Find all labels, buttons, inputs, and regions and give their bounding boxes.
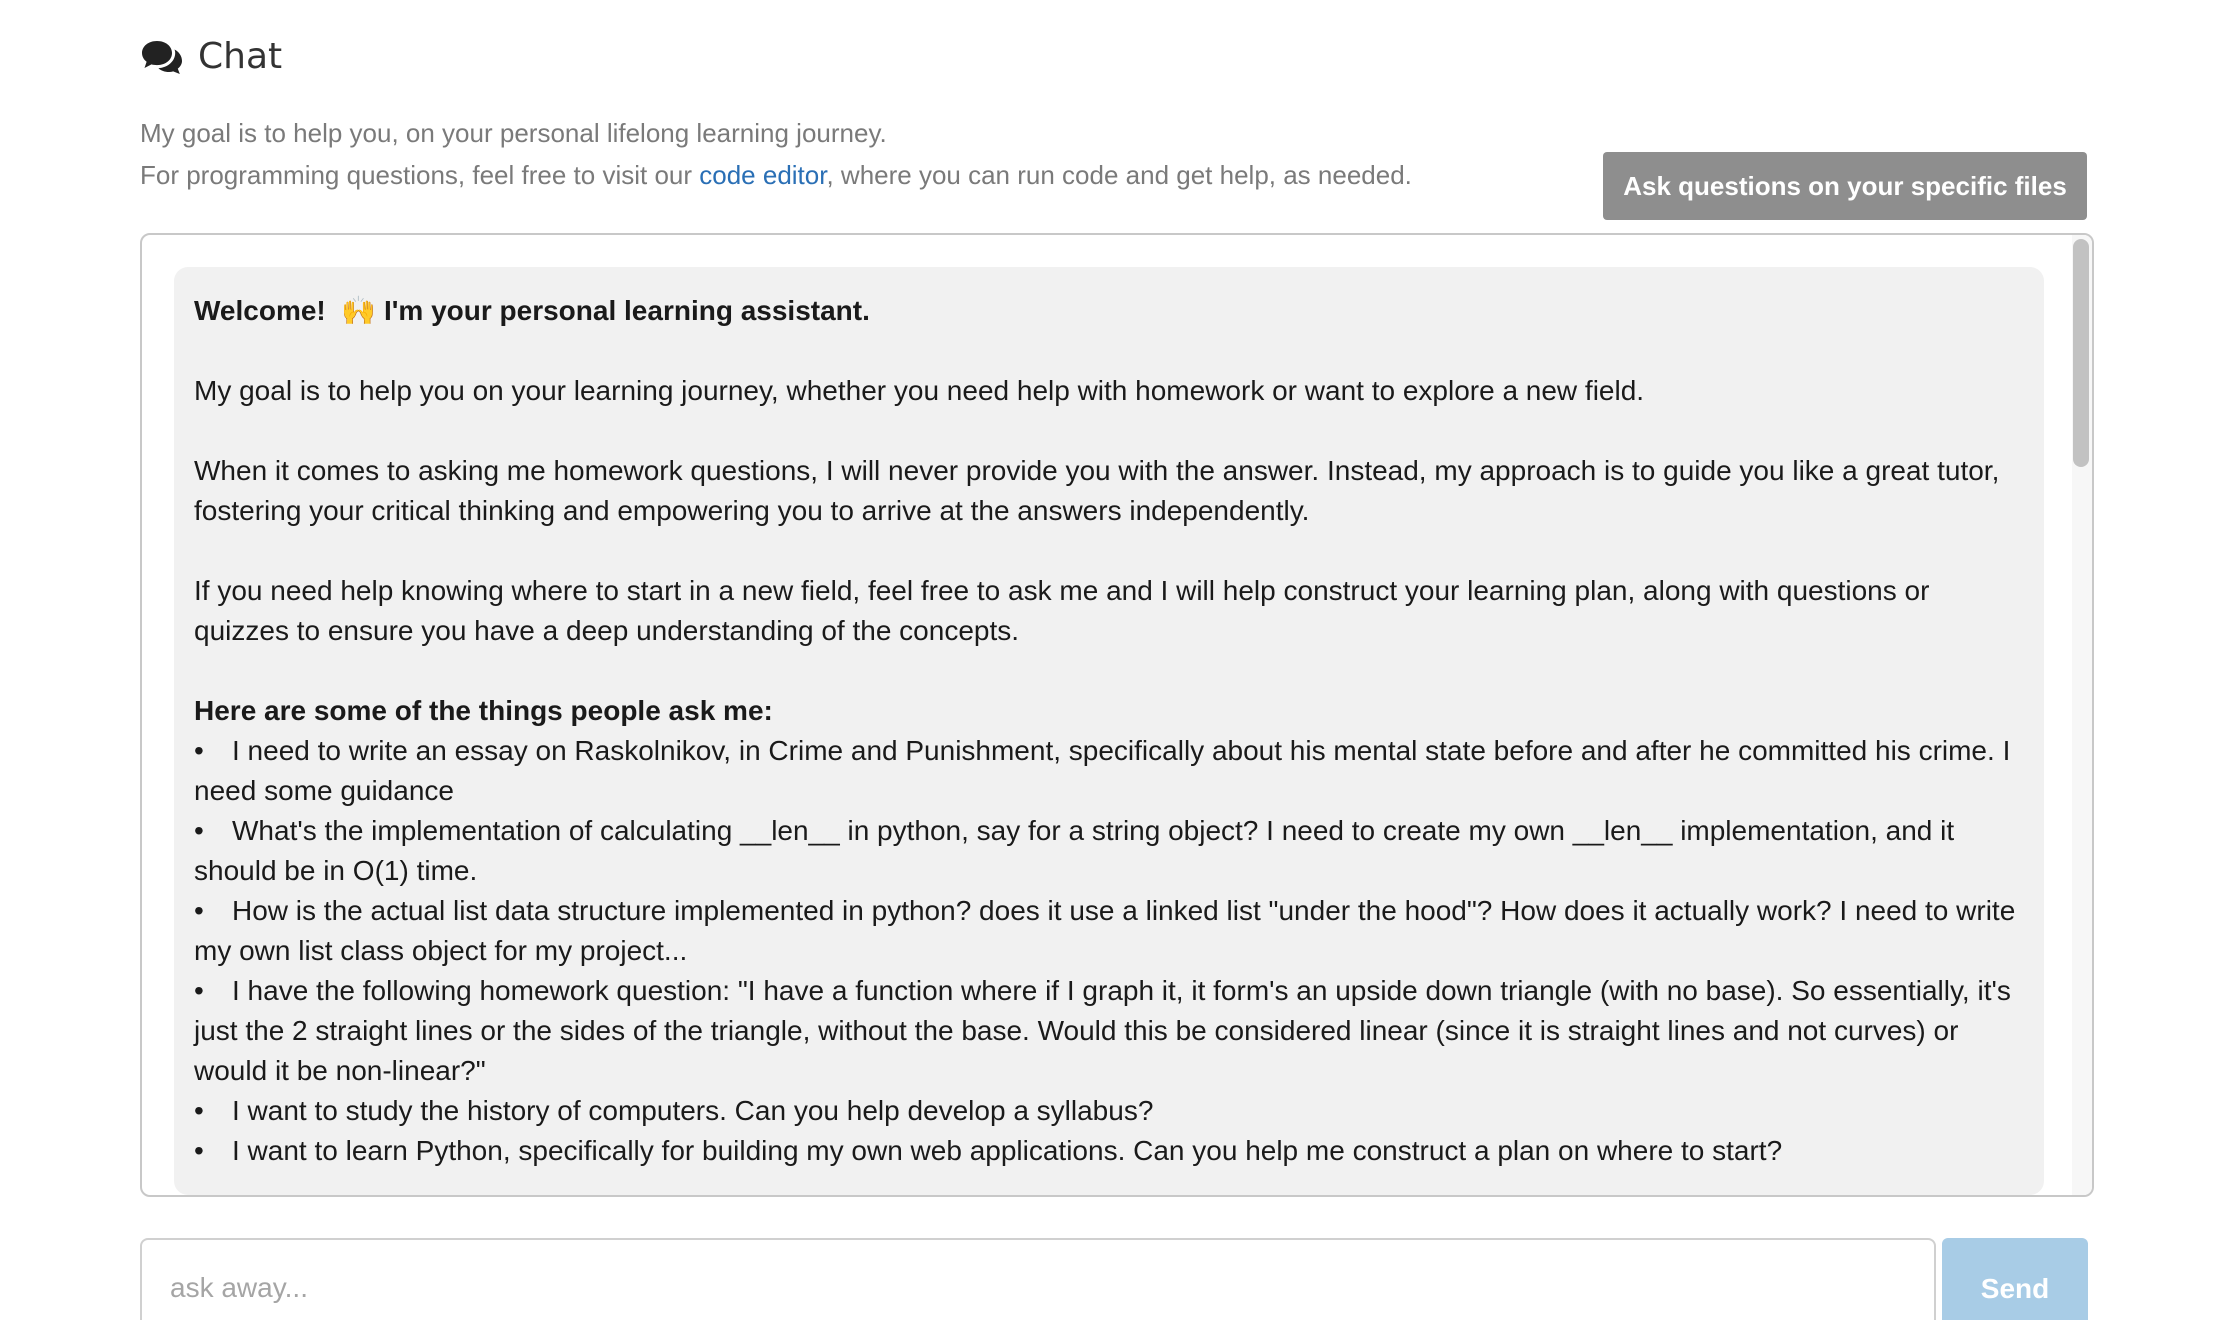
bullet-icon: • xyxy=(194,1095,204,1126)
example-text: I want to study the history of computers. Can you help develop a syllabus? xyxy=(232,1095,1154,1126)
bullet-icon: • xyxy=(194,895,204,926)
message-paragraph: My goal is to help you on your learning journey, whether you need help with homework or want to explore a new field. xyxy=(194,375,1645,406)
send-button[interactable]: Send xyxy=(1942,1238,2088,1320)
example-text: How is the actual list data structure implemented in python? does it use a linked list "under the hood"? How does it actually work? I need to write my own list class object for my project... xyxy=(194,895,2016,966)
list-item xyxy=(194,811,2024,891)
chat-header xyxy=(140,36,282,77)
example-text: I have the following homework question: "I have a function where if I graph it, it form's an upside down triangle (with no base). So essentially, it's just the 2 straight lines or the sides of the triangle, without the base. Would this be considered linear (since it is straight lines and not curves) or would it be non-linear?" xyxy=(194,975,2011,1086)
list-item xyxy=(194,731,2024,811)
assistant-message xyxy=(174,267,2044,1195)
example-text: I need to write an essay on Raskolnikov, in Crime and Punishment, specifically about his mental state before and after he committed his crime. I need some guidance xyxy=(194,735,2011,806)
list-item xyxy=(194,971,2024,1091)
bullet-icon: • xyxy=(194,975,204,1006)
examples-list xyxy=(194,731,2024,1171)
page-title: Chat xyxy=(198,36,283,77)
welcome-heading xyxy=(194,291,2024,331)
chat-messages-panel[interactable] xyxy=(140,233,2094,1197)
example-text: I want to learn Python, specifically for building my own web applications. Can you help me construct a plan on where to start? xyxy=(232,1135,1783,1166)
chat-scrollbar[interactable] xyxy=(2072,235,2092,1195)
chat-input[interactable] xyxy=(140,1238,1936,1320)
message-paragraph: If you need help knowing where to start in a new field, feel free to ask me and I will help construct your learning plan, along with questions or quizzes to ensure you have a deep understanding of the concepts. xyxy=(194,575,1930,646)
bullet-icon: • xyxy=(194,815,204,846)
examples-heading: Here are some of the things people ask me: xyxy=(194,695,773,726)
message-paragraph: When it comes to asking me homework questions, I will never provide you with the answer. Instead, my approach is to guide you like a great tutor, fostering your critical thinking and empowering you to arrive at the answers independently. xyxy=(194,455,2000,526)
list-item xyxy=(194,1131,2024,1171)
intro-line-2-after: , where you can run code and get help, as needed. xyxy=(826,160,1412,190)
bullet-icon: • xyxy=(194,735,204,766)
list-item xyxy=(194,891,2024,971)
intro-line-2-before: For programming questions, feel free to visit our xyxy=(140,160,700,190)
raised-hands-emoji: 🙌 xyxy=(341,295,377,326)
example-text: What's the implementation of calculating __len__ in python, say for a string object? I need to create my own __len__ implementation, and it should be in O(1) time. xyxy=(194,815,1955,886)
code-editor-link[interactable]: code editor xyxy=(699,160,827,190)
chat-scrollbar-thumb[interactable] xyxy=(2073,239,2089,467)
list-item xyxy=(194,1091,2024,1131)
welcome-prefix: Welcome! xyxy=(194,295,326,326)
intro-text xyxy=(140,112,1412,196)
ask-files-button[interactable]: Ask questions on your specific files xyxy=(1603,152,2087,220)
bullet-icon: • xyxy=(194,1135,204,1166)
intro-line-1: My goal is to help you, on your personal lifelong learning journey. xyxy=(140,118,887,148)
intro-line-2 xyxy=(140,154,1412,196)
comments-icon xyxy=(140,39,184,75)
welcome-suffix: I'm your personal learning assistant. xyxy=(383,295,870,326)
